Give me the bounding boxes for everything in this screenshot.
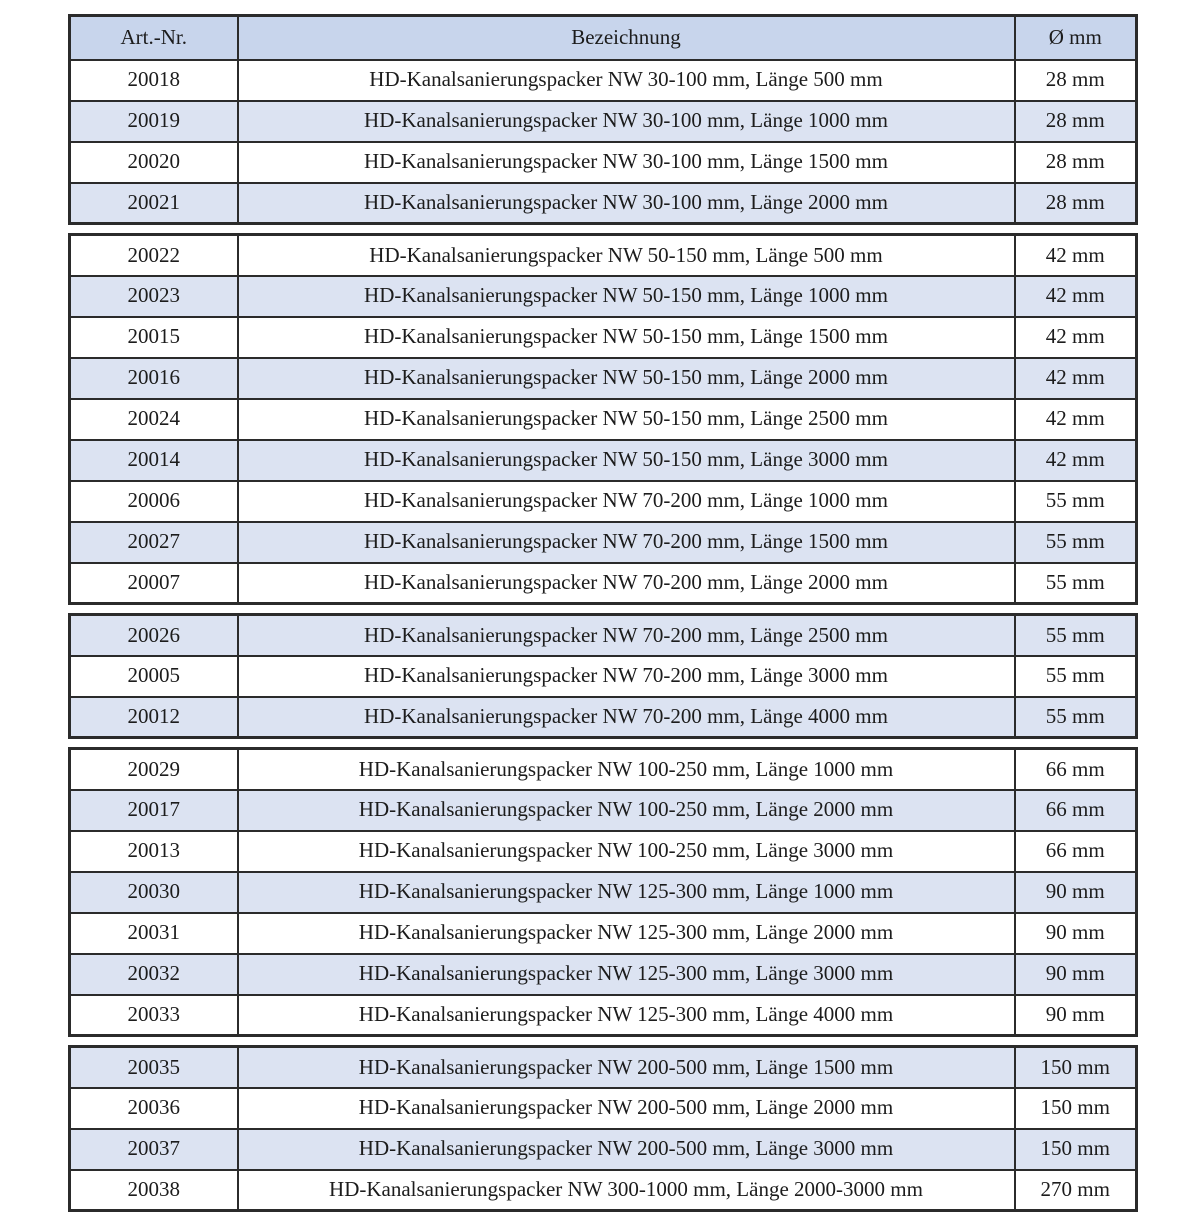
art-nr-cell: 20033 xyxy=(70,995,238,1036)
diameter-cell: 90 mm xyxy=(1015,995,1137,1036)
table-row xyxy=(70,183,1137,224)
diameter-cell: 90 mm xyxy=(1015,954,1137,995)
diameter-cell: 28 mm xyxy=(1015,60,1137,101)
table-row xyxy=(70,60,1137,101)
diameter-cell: 55 mm xyxy=(1015,522,1137,563)
table-row xyxy=(70,1170,1137,1211)
diameter-cell: 28 mm xyxy=(1015,142,1137,183)
table-row xyxy=(70,235,1137,276)
table-row xyxy=(70,790,1137,831)
diameter-cell: 90 mm xyxy=(1015,872,1137,913)
table-segment xyxy=(68,233,1138,605)
art-nr-cell: 20016 xyxy=(70,358,238,399)
bezeichnung-cell: HD-Kanalsanierungspacker NW 30-100 mm, Länge 1500 mm xyxy=(238,142,1015,183)
table-row xyxy=(70,872,1137,913)
table-row xyxy=(70,276,1137,317)
art-nr-cell: 20005 xyxy=(70,656,238,697)
bezeichnung-cell: HD-Kanalsanierungspacker NW 125-300 mm, Länge 2000 mm xyxy=(238,913,1015,954)
bezeichnung-cell: HD-Kanalsanierungspacker NW 70-200 mm, Länge 1500 mm xyxy=(238,522,1015,563)
diameter-cell: 42 mm xyxy=(1015,358,1137,399)
art-nr-cell: 20026 xyxy=(70,615,238,656)
art-nr-cell: 20020 xyxy=(70,142,238,183)
table-row xyxy=(70,749,1137,790)
diameter-cell: 42 mm xyxy=(1015,399,1137,440)
bezeichnung-cell: HD-Kanalsanierungspacker NW 30-100 mm, Länge 2000 mm xyxy=(238,183,1015,224)
bezeichnung-cell: HD-Kanalsanierungspacker NW 200-500 mm, Länge 3000 mm xyxy=(238,1129,1015,1170)
bezeichnung-cell: HD-Kanalsanierungspacker NW 30-100 mm, Länge 1000 mm xyxy=(238,101,1015,142)
art-nr-cell: 20038 xyxy=(70,1170,238,1211)
table-row xyxy=(70,440,1137,481)
table-row xyxy=(70,954,1137,995)
diameter-cell: 150 mm xyxy=(1015,1047,1137,1088)
table-row xyxy=(70,913,1137,954)
art-nr-cell: 20030 xyxy=(70,872,238,913)
bezeichnung-cell: HD-Kanalsanierungspacker NW 200-500 mm, Länge 2000 mm xyxy=(238,1088,1015,1129)
bezeichnung-cell: HD-Kanalsanierungspacker NW 50-150 mm, Länge 1500 mm xyxy=(238,317,1015,358)
product-table xyxy=(68,14,1135,1212)
diameter-cell: 270 mm xyxy=(1015,1170,1137,1211)
art-nr-cell: 20035 xyxy=(70,1047,238,1088)
art-nr-cell: 20019 xyxy=(70,101,238,142)
diameter-cell: 150 mm xyxy=(1015,1088,1137,1129)
art-nr-cell: 20022 xyxy=(70,235,238,276)
diameter-cell: 66 mm xyxy=(1015,790,1137,831)
bezeichnung-cell: HD-Kanalsanierungspacker NW 50-150 mm, Länge 2000 mm xyxy=(238,358,1015,399)
bezeichnung-cell: HD-Kanalsanierungspacker NW 125-300 mm, Länge 4000 mm xyxy=(238,995,1015,1036)
diameter-cell: 90 mm xyxy=(1015,913,1137,954)
bezeichnung-cell: HD-Kanalsanierungspacker NW 70-200 mm, Länge 1000 mm xyxy=(238,481,1015,522)
table-row xyxy=(70,697,1137,738)
diameter-cell: 42 mm xyxy=(1015,317,1137,358)
art-nr-cell: 20014 xyxy=(70,440,238,481)
diameter-cell: 66 mm xyxy=(1015,831,1137,872)
bezeichnung-cell: HD-Kanalsanierungspacker NW 50-150 mm, Länge 1000 mm xyxy=(238,276,1015,317)
table-segment xyxy=(68,747,1138,1037)
diameter-cell: 66 mm xyxy=(1015,749,1137,790)
art-nr-cell: 20029 xyxy=(70,749,238,790)
table-row xyxy=(70,563,1137,604)
table-row xyxy=(70,101,1137,142)
bezeichnung-cell: HD-Kanalsanierungspacker NW 30-100 mm, Länge 500 mm xyxy=(238,60,1015,101)
diameter-cell: 28 mm xyxy=(1015,101,1137,142)
table-segment xyxy=(68,613,1138,739)
diameter-cell: 55 mm xyxy=(1015,615,1137,656)
table-row xyxy=(70,1088,1137,1129)
art-nr-cell: 20017 xyxy=(70,790,238,831)
diameter-cell: 150 mm xyxy=(1015,1129,1137,1170)
table-row xyxy=(70,1047,1137,1088)
table-row xyxy=(70,317,1137,358)
column-header-bezeichnung: Bezeichnung xyxy=(238,16,1015,60)
table-segment xyxy=(68,14,1138,225)
bezeichnung-cell: HD-Kanalsanierungspacker NW 50-150 mm, Länge 2500 mm xyxy=(238,399,1015,440)
table-row xyxy=(70,399,1137,440)
table-row xyxy=(70,142,1137,183)
diameter-cell: 42 mm xyxy=(1015,276,1137,317)
bezeichnung-cell: HD-Kanalsanierungspacker NW 300-1000 mm, Länge 2000-3000 mm xyxy=(238,1170,1015,1211)
art-nr-cell: 20006 xyxy=(70,481,238,522)
diameter-cell: 55 mm xyxy=(1015,656,1137,697)
art-nr-cell: 20037 xyxy=(70,1129,238,1170)
art-nr-cell: 20023 xyxy=(70,276,238,317)
table-row xyxy=(70,995,1137,1036)
table-row xyxy=(70,358,1137,399)
column-header-diameter: Ø mm xyxy=(1015,16,1137,60)
diameter-cell: 55 mm xyxy=(1015,697,1137,738)
bezeichnung-cell: HD-Kanalsanierungspacker NW 125-300 mm, Länge 3000 mm xyxy=(238,954,1015,995)
bezeichnung-cell: HD-Kanalsanierungspacker NW 70-200 mm, Länge 2500 mm xyxy=(238,615,1015,656)
art-nr-cell: 20031 xyxy=(70,913,238,954)
bezeichnung-cell: HD-Kanalsanierungspacker NW 50-150 mm, Länge 500 mm xyxy=(238,235,1015,276)
table-row xyxy=(70,831,1137,872)
table-header-row xyxy=(70,16,1137,60)
table-row xyxy=(70,522,1137,563)
diameter-cell: 42 mm xyxy=(1015,235,1137,276)
diameter-cell: 42 mm xyxy=(1015,440,1137,481)
bezeichnung-cell: HD-Kanalsanierungspacker NW 100-250 mm, Länge 3000 mm xyxy=(238,831,1015,872)
art-nr-cell: 20012 xyxy=(70,697,238,738)
art-nr-cell: 20032 xyxy=(70,954,238,995)
art-nr-cell: 20027 xyxy=(70,522,238,563)
bezeichnung-cell: HD-Kanalsanierungspacker NW 200-500 mm, Länge 1500 mm xyxy=(238,1047,1015,1088)
diameter-cell: 55 mm xyxy=(1015,563,1137,604)
art-nr-cell: 20007 xyxy=(70,563,238,604)
table-row xyxy=(70,1129,1137,1170)
column-header-art-nr: Art.-Nr. xyxy=(70,16,238,60)
table-segment xyxy=(68,1045,1138,1212)
table-row xyxy=(70,481,1137,522)
art-nr-cell: 20015 xyxy=(70,317,238,358)
art-nr-cell: 20018 xyxy=(70,60,238,101)
diameter-cell: 28 mm xyxy=(1015,183,1137,224)
bezeichnung-cell: HD-Kanalsanierungspacker NW 100-250 mm, Länge 1000 mm xyxy=(238,749,1015,790)
bezeichnung-cell: HD-Kanalsanierungspacker NW 70-200 mm, Länge 4000 mm xyxy=(238,697,1015,738)
table-row xyxy=(70,615,1137,656)
bezeichnung-cell: HD-Kanalsanierungspacker NW 50-150 mm, Länge 3000 mm xyxy=(238,440,1015,481)
art-nr-cell: 20021 xyxy=(70,183,238,224)
art-nr-cell: 20036 xyxy=(70,1088,238,1129)
bezeichnung-cell: HD-Kanalsanierungspacker NW 70-200 mm, Länge 2000 mm xyxy=(238,563,1015,604)
table-row xyxy=(70,656,1137,697)
diameter-cell: 55 mm xyxy=(1015,481,1137,522)
art-nr-cell: 20024 xyxy=(70,399,238,440)
bezeichnung-cell: HD-Kanalsanierungspacker NW 100-250 mm, Länge 2000 mm xyxy=(238,790,1015,831)
art-nr-cell: 20013 xyxy=(70,831,238,872)
bezeichnung-cell: HD-Kanalsanierungspacker NW 70-200 mm, Länge 3000 mm xyxy=(238,656,1015,697)
bezeichnung-cell: HD-Kanalsanierungspacker NW 125-300 mm, Länge 1000 mm xyxy=(238,872,1015,913)
